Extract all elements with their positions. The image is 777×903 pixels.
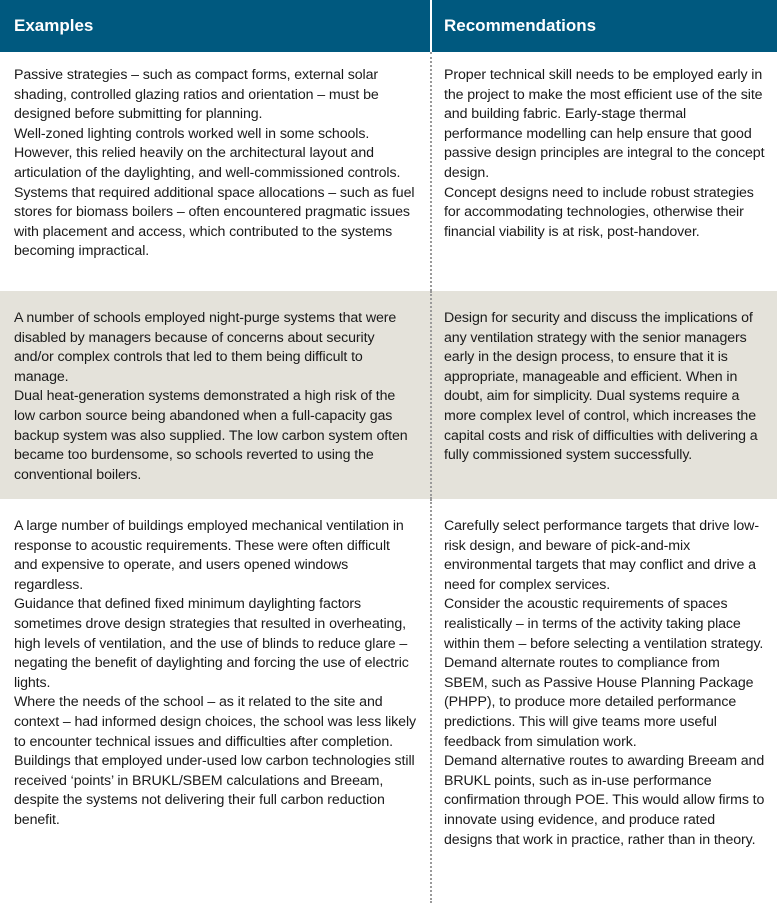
example-text: Where the needs of the school – as it related to the site and context – had informed design choices, the school was less likely to encounter technical issues and difficulties after completion. xyxy=(14,694,417,750)
recommendations-cell xyxy=(432,52,777,291)
recommendation-text: Demand alternate routes to compliance from SBEM, such as Passive House Planning Package (PHPP), to produce more detailed performance predictions. This will give teams more useful feedback from simulation work. xyxy=(444,655,754,750)
examples-cell xyxy=(0,499,432,903)
example-text: A number of schools employed night-purge systems that were disabled by managers because of concerns about security and/or complex controls that led to them being difficult to manage. xyxy=(14,310,397,385)
example-text: Dual heat-generation systems demonstrated a high risk of the low carbon source being abandoned when a full-capacity gas backup system was also supplied. The low carbon system often became too burdensome, so schools reverted to using the conventional boilers. xyxy=(14,388,408,483)
example-text: Buildings that employed under-used low carbon technologies still received ‘points’ in BRUKL/SBEM calculations and Breeam, despite the systems not delivering their full carbon reduction benefit. xyxy=(14,753,415,828)
examples-cell xyxy=(0,291,432,499)
example-text: A large number of buildings employed mechanical ventilation in response to acoustic requirements. These were often difficult and expensive to operate, and users opened windows regardless. xyxy=(14,518,404,593)
recommendation-text: Carefully select performance targets that drive low-risk design, and beware of pick-and-mix environmental targets that may conflict and drive a need for complex services. xyxy=(444,518,759,593)
example-text: Guidance that defined fixed minimum daylighting factors sometimes drove design strategies that resulted in overheating, high levels of ventilation, and the use of blinds to reduce glare – negating the benefit of daylighting and forcing the use of electric lights. xyxy=(14,596,409,691)
example-text: Well-zoned lighting controls worked well in some schools. However, this relied heavily on the architectural layout and articulation of the daylighting, and well-commissioned controls. xyxy=(14,125,401,181)
recommendations-cell xyxy=(432,291,777,499)
recommendation-text: Proper technical skill needs to be employed early in the project to make the most efficient use of the site and building fabric. Early-stage thermal performance modelling can help ensure that good passive design principles are integral to the concept design. xyxy=(444,67,765,181)
table-row xyxy=(0,52,777,291)
table-row xyxy=(0,291,777,499)
header-examples: Examples xyxy=(0,0,432,52)
example-text: Passive strategies – such as compact forms, external solar shading, controlled glazing ratios and orientation – must be designed before submitting for planning. xyxy=(14,67,379,123)
recommendation-text: Concept designs need to include robust strategies for accommodating technologies, otherwise their financial viability is at risk, post-handover. xyxy=(444,184,754,240)
example-text: Systems that required additional space allocations – such as fuel stores for biomass boilers – often encountered pragmatic issues with placement and access, which contributed to the systems becoming impractical. xyxy=(14,184,415,260)
examples-cell xyxy=(0,52,432,291)
recommendation-text: Consider the acoustic requirements of spaces realistically – in terms of the activity taking place within them – before selecting a ventilation strategy. xyxy=(444,596,764,652)
header-recommendations: Recommendations xyxy=(444,16,597,35)
recommendation-text: Demand alternative routes to awarding Breeam and BRUKL points, such as in-use performance confirmation through POE. This would allow firms to innovate using evidence, and produce rated designs that work in practice, rather than in theory. xyxy=(444,753,765,848)
recommendation-text: Design for security and discuss the implications of any ventilation strategy with the senior managers early in the design process, to ensure that it is appropriate, manageable and efficient. When in doubt, aim for simplicity. Dual systems require a more complex level of control, which increases the capital costs and risk of difficulties with delivering a fully commissioned system successfully. xyxy=(444,310,758,464)
table-row xyxy=(0,499,777,903)
table-header xyxy=(0,0,777,52)
recommendations-cell xyxy=(432,499,777,903)
